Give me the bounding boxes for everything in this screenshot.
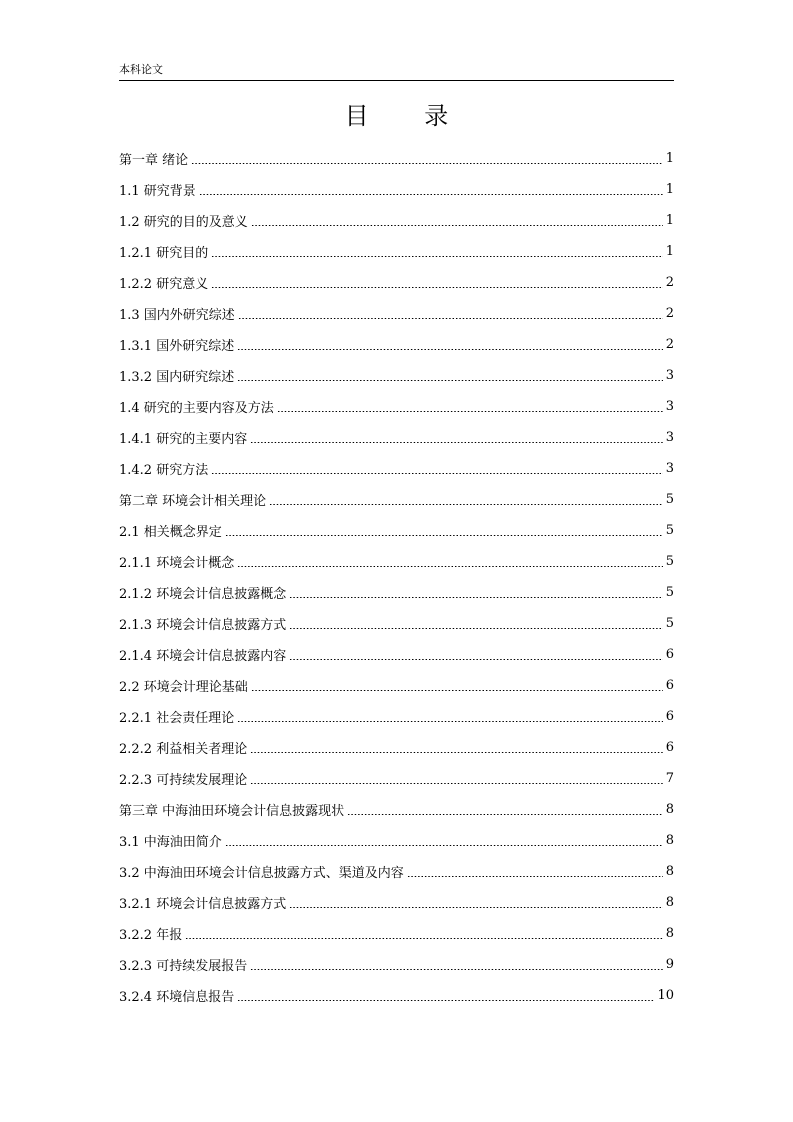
toc-entry-page: 3 — [665, 368, 674, 383]
toc-entry-label: 1.2.2 研究意义 — [119, 277, 209, 292]
toc-entry-page: 2 — [665, 337, 674, 352]
toc-entry-label: 2.1.2 环境会计信息披露概念 — [119, 587, 287, 602]
toc-dot-leader — [251, 225, 663, 226]
toc-entry-page: 2 — [665, 306, 674, 321]
toc-entry-label: 2.2.2 利益相关者理论 — [119, 742, 248, 757]
toc-entry-page: 5 — [665, 554, 674, 569]
toc-entry[interactable] — [119, 608, 674, 639]
toc-entry[interactable] — [119, 143, 674, 174]
toc-entry[interactable] — [119, 670, 674, 701]
toc-entry[interactable] — [119, 484, 674, 515]
toc-entry-page: 7 — [665, 771, 674, 786]
toc-entry-page: 5 — [665, 523, 674, 538]
toc-dot-leader — [237, 380, 663, 381]
toc-dot-leader — [250, 783, 663, 784]
running-header: 本科论文 — [119, 63, 163, 76]
toc-dot-leader — [407, 876, 663, 877]
toc-entry-page: 3 — [665, 461, 674, 476]
toc-entry[interactable] — [119, 639, 674, 670]
toc-entry[interactable] — [119, 763, 674, 794]
toc-entry[interactable] — [119, 732, 674, 763]
toc-entry[interactable] — [119, 515, 674, 546]
toc-entry-page: 6 — [665, 647, 674, 662]
toc-entry-label: 1.1 研究背景 — [119, 184, 196, 199]
toc-dot-leader — [199, 194, 663, 195]
toc-entry-page: 6 — [665, 709, 674, 724]
toc-entry[interactable] — [119, 949, 674, 980]
toc-entry-page: 8 — [665, 864, 674, 879]
toc-entry-label: 3.2.2 年报 — [119, 928, 183, 943]
toc-entry-page: 8 — [665, 802, 674, 817]
toc-dot-leader — [250, 969, 663, 970]
toc-dot-leader — [250, 442, 663, 443]
toc-entry-label: 第一章 绪论 — [119, 153, 189, 168]
toc-entry[interactable] — [119, 546, 674, 577]
toc-entry[interactable] — [119, 825, 674, 856]
toc-entry-label: 第二章 环境会计相关理论 — [119, 494, 267, 509]
toc-entry[interactable] — [119, 174, 674, 205]
toc-entry[interactable] — [119, 391, 674, 422]
toc-entry-label: 1.3.1 国外研究综述 — [119, 339, 235, 354]
toc-title: 目 录 — [344, 102, 473, 130]
toc-entry[interactable] — [119, 980, 674, 1011]
toc-entry[interactable] — [119, 267, 674, 298]
toc-entry-label: 1.3.2 国内研究综述 — [119, 370, 235, 385]
toc-dot-leader — [237, 566, 663, 567]
toc-entry[interactable] — [119, 205, 674, 236]
toc-entry[interactable] — [119, 298, 674, 329]
toc-entry-page: 8 — [665, 926, 674, 941]
toc-dot-leader — [237, 721, 663, 722]
toc-entry-page: 6 — [665, 740, 674, 755]
toc-entry-page: 6 — [665, 678, 674, 693]
toc-dot-leader — [211, 256, 663, 257]
toc-entry-label: 1.3 国内外研究综述 — [119, 308, 235, 323]
toc-entry-page: 3 — [665, 399, 674, 414]
toc-entry-page: 9 — [665, 957, 674, 972]
toc-entry-label: 2.1.3 环境会计信息披露方式 — [119, 618, 287, 633]
toc-dot-leader — [251, 690, 663, 691]
toc-entry-page: 1 — [665, 151, 674, 166]
toc-entry[interactable] — [119, 887, 674, 918]
toc-entry-label: 3.2.4 环境信息报告 — [119, 990, 235, 1005]
toc-entry-page: 1 — [665, 244, 674, 259]
toc-dot-leader — [211, 287, 663, 288]
toc-entry-page: 8 — [665, 895, 674, 910]
toc-dot-leader — [269, 504, 663, 505]
toc-entry-label: 2.1.1 环境会计概念 — [119, 556, 235, 571]
toc-entry-label: 1.4 研究的主要内容及方法 — [119, 401, 274, 416]
toc-entry-label: 3.1 中海油田简介 — [119, 835, 222, 850]
toc-dot-leader — [238, 318, 663, 319]
toc-entry-label: 2.2.1 社会责任理论 — [119, 711, 235, 726]
toc-entry-label: 3.2.3 可持续发展报告 — [119, 959, 248, 974]
toc-dot-leader — [225, 535, 663, 536]
toc-dot-leader — [277, 411, 663, 412]
toc-entry[interactable] — [119, 794, 674, 825]
toc-entry[interactable] — [119, 422, 674, 453]
toc-list — [119, 143, 674, 1011]
toc-entry-label: 3.2.1 环境会计信息披露方式 — [119, 897, 287, 912]
toc-entry-page: 5 — [665, 616, 674, 631]
toc-entry-page: 1 — [665, 213, 674, 228]
toc-entry-page: 5 — [665, 585, 674, 600]
toc-dot-leader — [250, 752, 663, 753]
toc-entry-label: 1.2 研究的目的及意义 — [119, 215, 248, 230]
toc-entry-label: 1.4.2 研究方法 — [119, 463, 209, 478]
toc-entry[interactable] — [119, 577, 674, 608]
toc-entry-page: 3 — [665, 430, 674, 445]
toc-entry-label: 2.1 相关概念界定 — [119, 525, 222, 540]
toc-dot-leader — [289, 597, 663, 598]
toc-dot-leader — [347, 814, 663, 815]
toc-entry-label: 1.4.1 研究的主要内容 — [119, 432, 248, 447]
toc-entry[interactable] — [119, 856, 674, 887]
toc-entry-page: 1 — [665, 182, 674, 197]
toc-entry-label: 2.2.3 可持续发展理论 — [119, 773, 248, 788]
toc-entry-label: 2.1.4 环境会计信息披露内容 — [119, 649, 287, 664]
toc-entry-label: 第三章 中海油田环境会计信息披露现状 — [119, 804, 345, 819]
toc-dot-leader — [289, 659, 663, 660]
toc-entry[interactable] — [119, 360, 674, 391]
toc-entry-page: 5 — [665, 492, 674, 507]
toc-entry-page: 8 — [665, 833, 674, 848]
toc-entry[interactable] — [119, 918, 674, 949]
toc-dot-leader — [289, 907, 663, 908]
toc-dot-leader — [237, 1000, 654, 1001]
header-rule — [119, 80, 674, 81]
toc-dot-leader — [191, 163, 663, 164]
toc-entry[interactable] — [119, 701, 674, 732]
toc-entry-label: 2.2 环境会计理论基础 — [119, 680, 248, 695]
toc-entry[interactable] — [119, 236, 674, 267]
toc-dot-leader — [225, 845, 663, 846]
toc-entry[interactable] — [119, 329, 674, 360]
toc-dot-leader — [185, 938, 663, 939]
toc-entry-page: 2 — [665, 275, 674, 290]
toc-entry[interactable] — [119, 453, 674, 484]
toc-dot-leader — [289, 628, 663, 629]
toc-entry-label: 3.2 中海油田环境会计信息披露方式、渠道及内容 — [119, 866, 404, 881]
toc-entry-page: 10 — [657, 988, 674, 1003]
toc-dot-leader — [211, 473, 663, 474]
toc-entry-label: 1.2.1 研究目的 — [119, 246, 209, 261]
toc-dot-leader — [237, 349, 663, 350]
